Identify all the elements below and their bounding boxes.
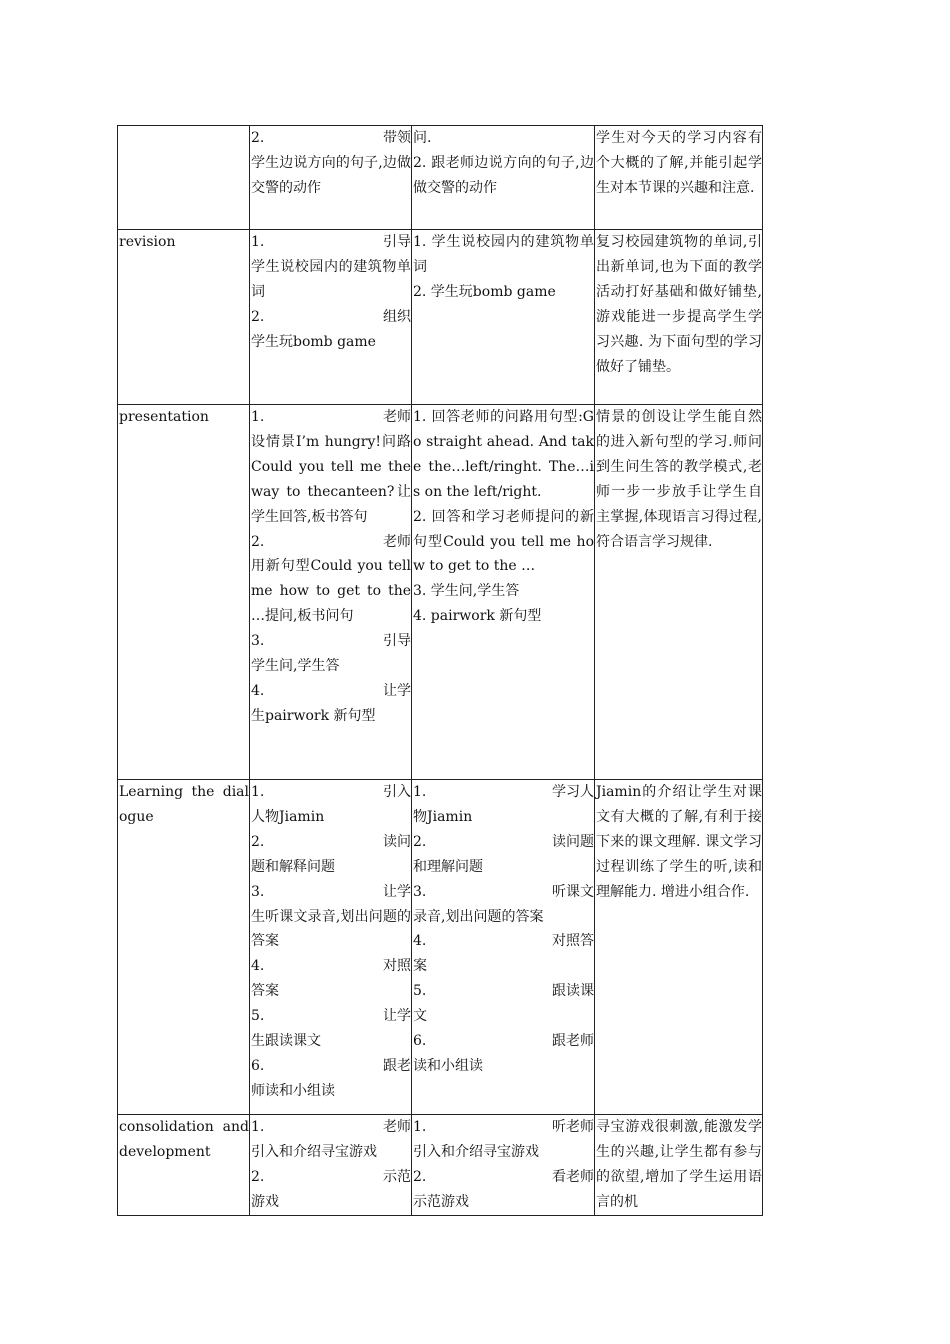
step-lead-text: 带领 (383, 130, 411, 146)
step-number: 2. (251, 130, 265, 146)
step-lead-text: 引入 (383, 784, 411, 800)
step-heading (413, 830, 594, 855)
purpose-cell (595, 230, 763, 405)
step-number: 1. (251, 784, 265, 800)
step-text: 生听课文录音,划出问题的答案 (251, 908, 411, 950)
step-heading (251, 530, 411, 555)
step-text: 用新句型Could you tell me how to get to the …提问,板书问句 (251, 558, 411, 625)
step-text: 4. pairwork 新句型 (413, 608, 542, 625)
step-text: 生pairwork 新句型 (251, 707, 376, 724)
step-number: 1. (251, 409, 265, 425)
step-heading (413, 979, 594, 1004)
table-row (118, 405, 763, 780)
step-text: 3. 学生问,学生答 (413, 583, 520, 600)
step-text: 2. 回答和学习老师提问的新句型Could you tell me how to get to the … (413, 508, 594, 575)
step-number: 4. (251, 958, 265, 975)
step-text: 2. 学生玩bomb game (413, 283, 556, 300)
step-heading (251, 405, 411, 430)
step-text: 问. (413, 130, 432, 146)
step-lead-text: 读问 (383, 833, 411, 850)
step-number: 5. (251, 1008, 265, 1025)
student-activity-cell (412, 230, 595, 405)
lesson-plan-table (117, 125, 763, 1216)
teacher-activity-cell (250, 230, 412, 405)
step-lead-text: 让学 (383, 1008, 411, 1025)
step-heading (413, 1165, 594, 1190)
purpose-text: 学生对今天的学习内容有个大概的了解,并能引起学生对本节课的兴趣和注意. (596, 130, 762, 196)
step-lead-text: 对照 (383, 958, 411, 975)
stage-cell (118, 126, 250, 230)
step-heading (251, 780, 411, 805)
step-lead-text: 听老师 (552, 1119, 594, 1135)
step-text: 案 (413, 958, 427, 975)
step-lead-text: 学习人 (552, 784, 594, 800)
step-number: 2. (413, 1168, 427, 1185)
step-number: 1. (251, 234, 265, 250)
step-heading (251, 126, 411, 151)
step-text: 游戏 (251, 1193, 279, 1210)
step-lead-text: 看老师 (552, 1168, 594, 1185)
purpose-cell (595, 780, 763, 1115)
step-text: 和理解问题 (413, 858, 483, 875)
step-heading (251, 1054, 411, 1079)
step-text: 引入和介绍寻宝游戏 (251, 1143, 377, 1160)
table-row (118, 780, 763, 1115)
step-lead-text: 跟老 (383, 1057, 411, 1074)
step-number: 1. (413, 1119, 427, 1135)
purpose-text: Jiamin的介绍让学生对课文有大概的了解,有利于接下来的课文理解. 课文学习过程训练了学生的听,读和理解能力. 增进小组合作. (596, 784, 762, 900)
step-heading (413, 929, 594, 954)
student-activity-cell (412, 405, 595, 780)
teacher-activity-cell (250, 126, 412, 230)
purpose-cell (595, 405, 763, 780)
step-heading (251, 830, 411, 855)
step-lead-text: 听课文 (552, 883, 594, 900)
step-number: 6. (251, 1057, 265, 1074)
purpose-cell (595, 1115, 763, 1216)
step-text: 答案 (251, 983, 279, 1000)
stage-cell (118, 1115, 250, 1216)
step-text: 示范游戏 (413, 1193, 469, 1210)
purpose-text: 情景的创设让学生能自然的进入新句型的学习.师问到生问生答的教学模式,老师一步一步放手让学生自主掌握,体现语言习得过程,符合语言学习规律. (596, 409, 762, 550)
step-lead-text: 组织 (383, 308, 411, 325)
step-text: 读和小组读 (413, 1057, 483, 1074)
step-text: 人物Jiamin (251, 808, 325, 825)
step-heading (251, 954, 411, 979)
step-lead-text: 引导 (383, 633, 411, 650)
stage-name: revision (119, 234, 176, 250)
stage-cell (118, 405, 250, 780)
stage-name: consolidation and development (119, 1119, 249, 1160)
step-text: 文 (413, 1008, 427, 1025)
purpose-text: 寻宝游戏很刺激,能激发学生的兴趣,让学生都有参与的欲望,增加了学生运用语言的机 (596, 1119, 762, 1210)
step-text: 学生问,学生答 (251, 658, 340, 675)
step-text: 设情景I’m hungry!问路Could you tell me the way to thecanteen?让学生回答,板书答句 (251, 433, 411, 525)
step-lead-text: 读问题 (552, 833, 594, 850)
stage-name: presentation (119, 409, 209, 425)
step-heading (251, 1165, 411, 1190)
step-text: 引入和介绍寻宝游戏 (413, 1143, 539, 1160)
step-lead-text: 跟老师 (552, 1033, 594, 1050)
table-row (118, 1115, 763, 1216)
step-number: 5. (413, 983, 427, 1000)
step-number: 3. (413, 883, 427, 900)
step-number: 4. (251, 682, 265, 699)
step-heading (251, 629, 411, 654)
step-lead-text: 老师 (383, 1119, 411, 1135)
step-lead-text: 让学 (383, 682, 411, 699)
step-lead-text: 老师 (383, 533, 411, 550)
step-text: 学生边说方向的句子,边做交警的动作 (251, 154, 411, 196)
step-number: 2. (413, 833, 427, 850)
step-text: 题和解释问题 (251, 858, 335, 875)
student-activity-cell (412, 126, 595, 230)
step-heading (251, 230, 411, 255)
step-number: 1. (251, 1119, 265, 1135)
step-text: 学生说校园内的建筑物单词 (251, 258, 411, 300)
table-row (118, 230, 763, 405)
step-heading (413, 780, 594, 805)
stage-cell (118, 780, 250, 1115)
step-number: 4. (413, 933, 427, 950)
step-lead-text: 让学 (383, 883, 411, 900)
step-number: 6. (413, 1033, 427, 1050)
step-heading (413, 1029, 594, 1054)
step-text: 物Jiamin (413, 808, 473, 825)
purpose-text: 复习校园建筑物的单词,引出新单词,也为下面的教学活动打好基础和做好铺垫,游戏能进一步提高学生学习兴趣. 为下面句型的学习做好了铺垫。 (596, 234, 762, 375)
step-heading (251, 1004, 411, 1029)
step-number: 3. (251, 883, 265, 900)
teacher-activity-cell (250, 405, 412, 780)
step-heading (251, 305, 411, 330)
step-lead-text: 对照答 (552, 933, 594, 950)
step-number: 2. (251, 533, 265, 550)
student-activity-cell (412, 780, 595, 1115)
step-heading (413, 1115, 594, 1140)
stage-name: Learning the dialogue (119, 784, 249, 825)
step-lead-text: 示范 (383, 1168, 411, 1185)
step-text: 1. 学生说校园内的建筑物单词 (413, 234, 594, 275)
teacher-activity-cell (250, 780, 412, 1115)
student-activity-cell (412, 1115, 595, 1216)
step-number: 2. (251, 308, 265, 325)
lesson-plan-body (118, 126, 763, 1216)
step-text: 生跟读课文 (251, 1033, 321, 1050)
step-lead-text: 老师 (383, 409, 411, 425)
step-text: 2. 跟老师边说方向的句子,边做交警的动作 (413, 154, 594, 196)
step-text: 1. 回答老师的问路用句型:Go straight ahead. And take the…left/ringht. The…is on the left/right. (413, 409, 594, 500)
step-heading (251, 880, 411, 905)
step-heading (251, 1115, 411, 1140)
step-text: 学生玩bomb game (251, 333, 376, 350)
teacher-activity-cell (250, 1115, 412, 1216)
step-heading (413, 880, 594, 905)
step-number: 2. (251, 1168, 265, 1185)
table-row (118, 126, 763, 230)
step-lead-text: 跟读课 (552, 983, 594, 1000)
step-heading (251, 679, 411, 704)
stage-cell (118, 230, 250, 405)
step-number: 2. (251, 833, 265, 850)
step-number: 1. (413, 784, 427, 800)
step-number: 3. (251, 633, 265, 650)
step-text: 录音,划出问题的答案 (413, 908, 544, 925)
step-text: 师读和小组读 (251, 1082, 335, 1099)
purpose-cell (595, 126, 763, 230)
step-lead-text: 引导 (383, 234, 411, 250)
